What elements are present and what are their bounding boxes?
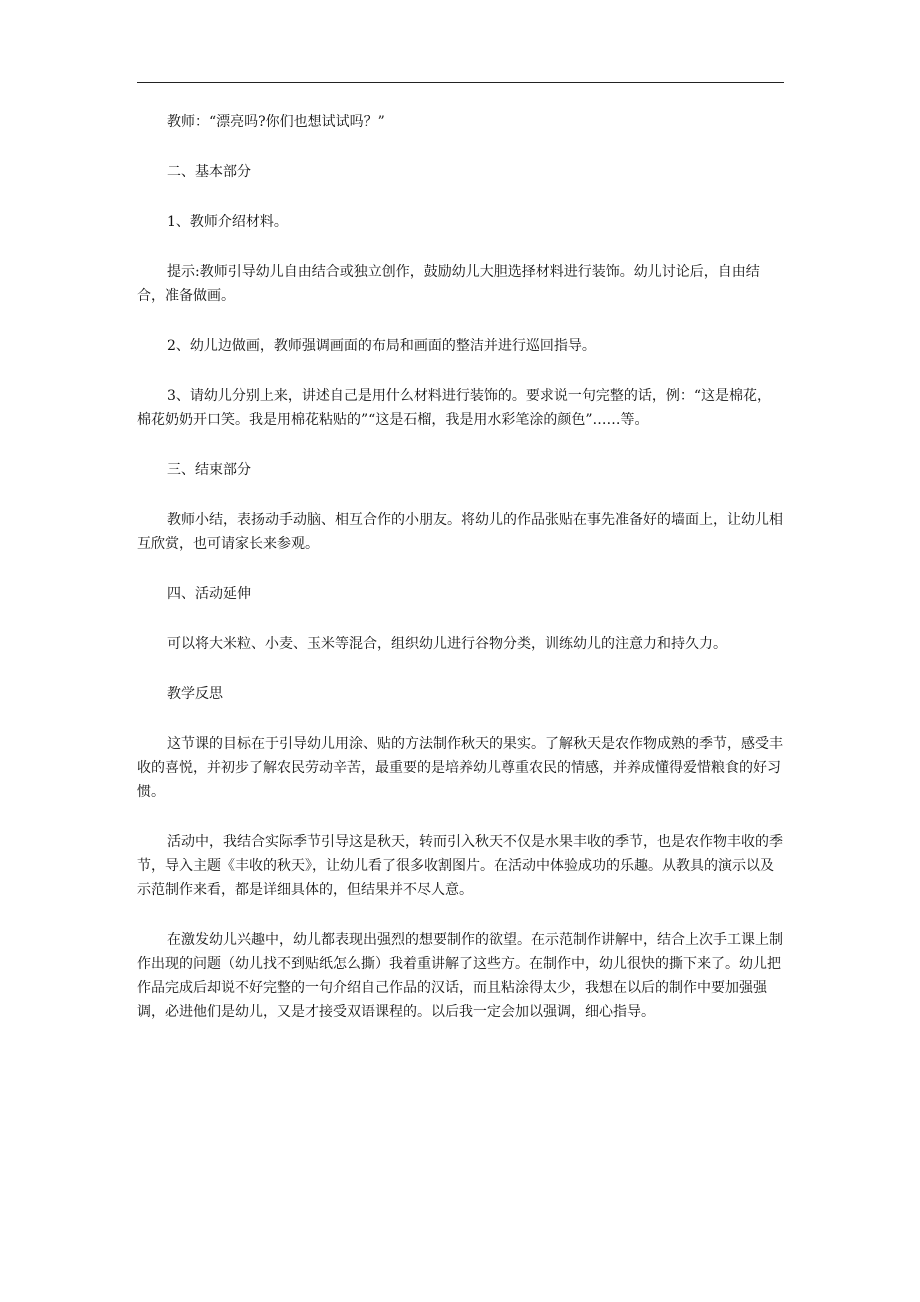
extension-activity: 可以将大米粒、小麦、玉米等混合，组织幼儿进行谷物分类，训练幼儿的注意力和持久力。 (167, 636, 727, 652)
step-drawing: 2、幼儿边做画，教师强调画面的布局和画面的整洁并进行巡回指导。 (167, 338, 596, 354)
section-heading-ending: 三、结束部分 (167, 462, 251, 478)
document-body (137, 110, 785, 1024)
tip-paragraph: 提示:教师引导幼儿自由结合或独立创作，鼓励幼儿大胆选择材料进行装饰。幼儿讨论后，自由结合，准备做画。 (137, 264, 760, 304)
step-introduce-materials: 1、教师介绍材料。 (167, 214, 288, 230)
section-heading-reflection: 教学反思 (167, 686, 223, 702)
reflection-goal: 这节课的目标在于引导幼儿用涂、贴的方法制作秋天的果实。了解秋天是农作物成熟的季节，感受丰收的喜悦，并初步了解农民劳动辛苦，最重要的是培养幼儿尊重农民的情感，并养成懂得爱惜粮食的好习惯。 (137, 736, 783, 800)
section-heading-extension: 四、活动延伸 (167, 586, 251, 602)
section-heading-basic: 二、基本部分 (167, 164, 251, 180)
teacher-question: 教师：“漂亮吗?你们也想试试吗？” (167, 114, 385, 130)
reflection-interest: 在激发幼儿兴趣中，幼儿都表现出强烈的想要制作的欲望。在示范制作讲解中，结合上次手工课上制作出现的问题（幼儿找不到贴纸怎么撕）我着重讲解了这些方。在制作中，幼儿很快的撕下来了。幼儿把作品完成后却说不好完整的一句介绍自己作品的汉话，而且粘涂得太少，我想在以后的制作中要加强强调，必进他们是幼儿，又是才接受双语课程的。以后我一定会加以强调，细心指导。 (137, 932, 783, 1020)
reflection-activity: 活动中，我结合实际季节引导这是秋天，转而引入秋天不仅是水果丰收的季节，也是农作物丰收的季节，导入主题《丰收的秋天》，让幼儿看了很多收割图片。在活动中体验成功的乐趣。从教具的演示以及示范制作来看，都是详细具体的，但结果并不尽人意。 (137, 834, 783, 898)
teacher-summary: 教师小结，表扬动手动脑、相互合作的小朋友。将幼儿的作品张贴在事先准备好的墙面上，让幼儿相互欣赏，也可请家长来参观。 (137, 512, 783, 552)
header-rule (137, 82, 784, 83)
step-present-work: 3、请幼儿分别上来，讲述自己是用什么材料进行装饰的。要求说一句完整的话，例：“这是棉花，棉花奶奶开口笑。我是用棉花粘贴的”“这是石榴，我是用水彩笔涂的颜色”……等。 (137, 388, 772, 428)
